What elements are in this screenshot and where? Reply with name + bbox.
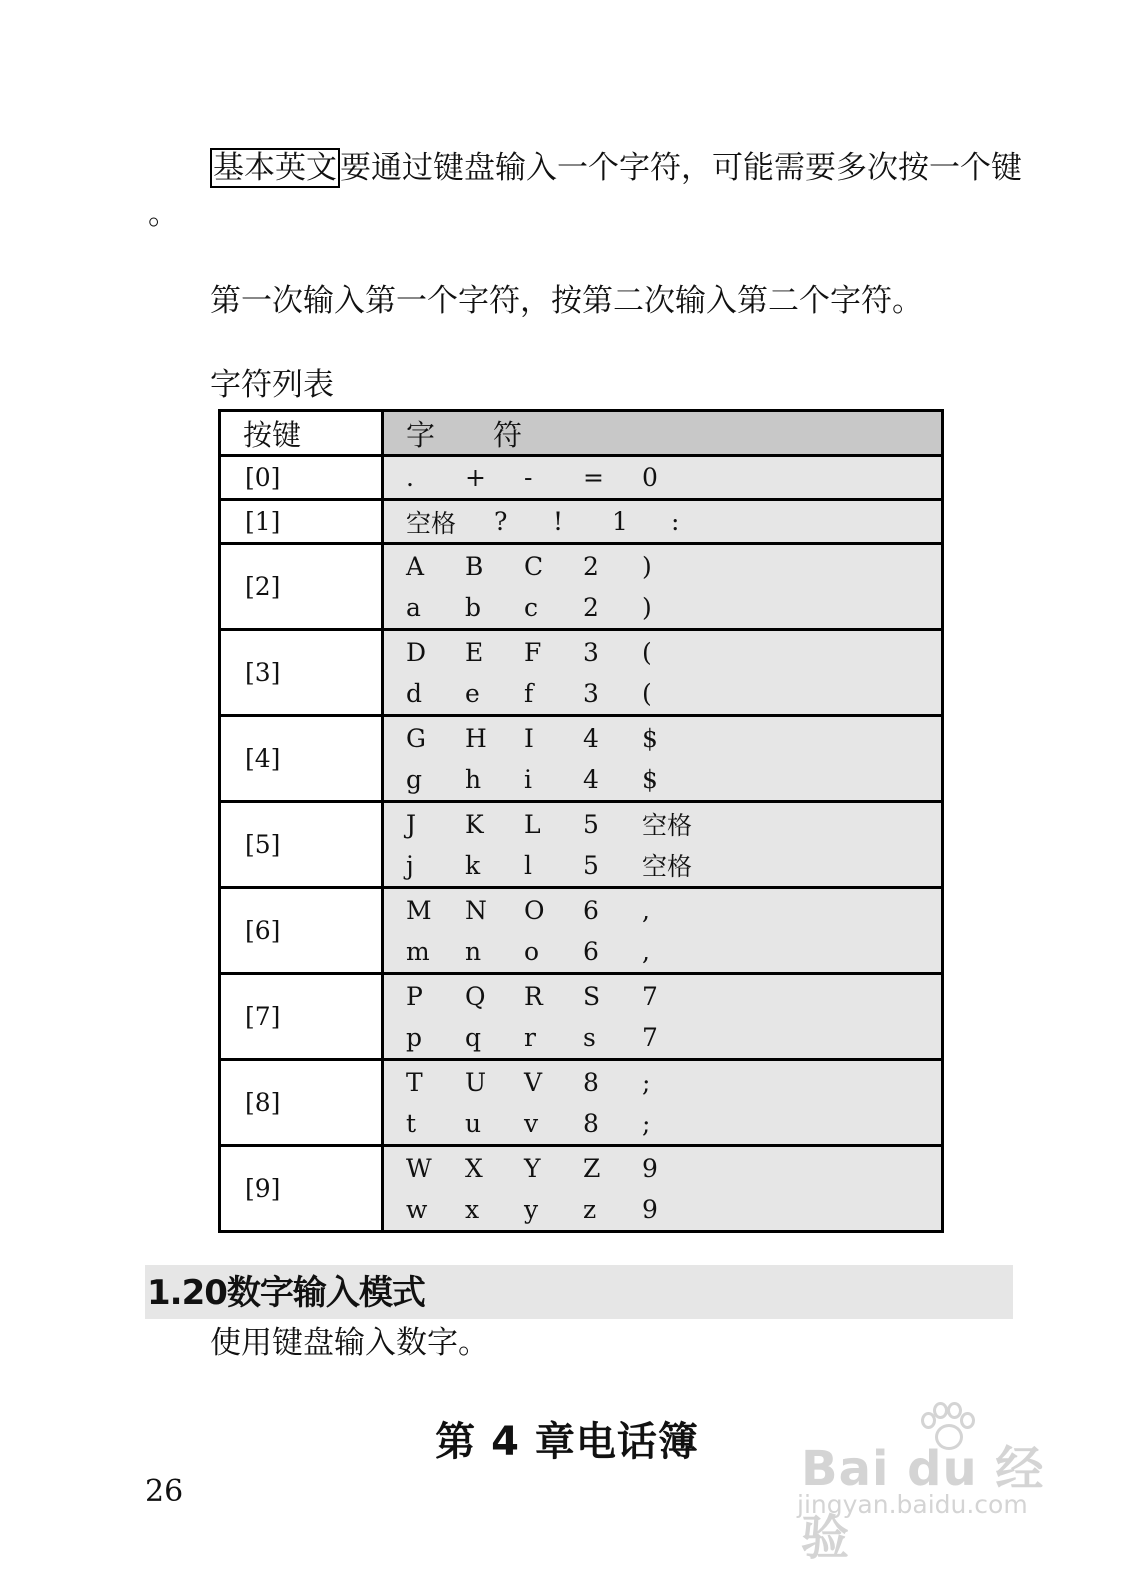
- chars-cell: [383, 716, 943, 802]
- char-item: ,: [642, 936, 650, 966]
- chars-cell: [383, 974, 943, 1060]
- char-item: y: [524, 1194, 539, 1224]
- char-item: $: [642, 764, 658, 794]
- section-text: 使用键盘输入数字。: [210, 1325, 489, 1361]
- char-item: A: [406, 551, 425, 581]
- char-item: ?: [494, 507, 508, 536]
- char-item: M: [406, 895, 432, 925]
- watermark-logo: Bai du 经验: [801, 1441, 1045, 1566]
- character-table: [218, 409, 944, 1233]
- char-line: [406, 457, 941, 498]
- char-item: S: [583, 981, 601, 1011]
- intro-paragraph: [148, 145, 1028, 237]
- char-item: G: [406, 723, 426, 753]
- char-item: q: [465, 1022, 482, 1052]
- char-item: 空格: [642, 852, 693, 881]
- char-item: =: [583, 463, 604, 492]
- table-row: [220, 500, 943, 544]
- key-cell: [6]: [220, 888, 383, 974]
- char-item: 4: [583, 723, 599, 753]
- key-cell: [7]: [220, 974, 383, 1060]
- char-item: 2: [583, 592, 599, 622]
- char-item: i: [524, 764, 532, 794]
- baidu-watermark: [795, 1402, 1065, 1566]
- char-item: n: [465, 936, 482, 966]
- char-line: [406, 632, 941, 673]
- chars-cell: [383, 888, 943, 974]
- char-item: Y: [524, 1153, 541, 1183]
- char-item: R: [524, 981, 543, 1011]
- char-item: m: [406, 936, 430, 966]
- char-line: [406, 931, 941, 972]
- char-line: [406, 1189, 941, 1230]
- char-item: c: [524, 592, 539, 622]
- char-item: r: [524, 1022, 536, 1052]
- boxed-term: 基本英文: [210, 148, 340, 188]
- char-item: u: [465, 1108, 482, 1138]
- char-item: v: [524, 1108, 539, 1138]
- char-item: 3: [583, 678, 599, 708]
- paragraph-input-order: 第一次输入第一个字符，按第二次输入第二个字符。: [210, 283, 923, 319]
- char-item: K: [465, 809, 484, 839]
- char-item: E: [465, 637, 484, 667]
- char-item: 7: [642, 1022, 658, 1052]
- char-item: 1: [612, 507, 628, 536]
- char-item: s: [583, 1022, 596, 1052]
- table-row: [220, 630, 943, 716]
- char-item: J: [406, 809, 417, 839]
- char-item: 9: [642, 1153, 658, 1183]
- char-item: ;: [642, 1067, 651, 1097]
- char-line: [406, 673, 941, 714]
- char-item: !: [553, 507, 564, 536]
- chars-cell: [383, 1146, 943, 1232]
- char-item: 2: [583, 551, 599, 581]
- char-item: ,: [642, 895, 650, 925]
- char-line: [406, 1148, 941, 1189]
- chapter-heading: 第 4 章电话簿: [435, 1419, 699, 1465]
- chars-cell: [383, 1060, 943, 1146]
- char-item: 5: [583, 809, 599, 839]
- char-line: [406, 587, 941, 628]
- table-row: [220, 888, 943, 974]
- char-item: X: [465, 1153, 483, 1183]
- char-item: O: [524, 895, 545, 925]
- char-item: F: [524, 637, 542, 667]
- char-item: k: [465, 850, 481, 880]
- char-line: [406, 546, 941, 587]
- char-item: U: [465, 1067, 487, 1097]
- char-item: 7: [642, 981, 658, 1011]
- char-item: 9: [642, 1194, 658, 1224]
- char-line: [406, 1062, 941, 1103]
- char-item: o: [524, 936, 540, 966]
- page-number: 26: [145, 1474, 184, 1509]
- char-item: b: [465, 592, 482, 622]
- char-item: +: [465, 463, 486, 492]
- table-row: [220, 802, 943, 888]
- char-item: D: [406, 637, 427, 667]
- char-item: 空格: [406, 508, 457, 538]
- char-item: I: [524, 723, 534, 753]
- char-item: t: [406, 1108, 417, 1138]
- table-row: [220, 1060, 943, 1146]
- key-cell: [2]: [220, 544, 383, 630]
- chars-cell: [383, 630, 943, 716]
- char-item: B: [465, 551, 484, 581]
- char-line: [406, 976, 941, 1017]
- char-item: 6: [583, 936, 599, 966]
- char-item: ): [642, 592, 652, 622]
- char-line: [406, 890, 941, 931]
- char-item: (: [642, 637, 652, 667]
- char-item: (: [642, 678, 652, 708]
- header-chars: [383, 411, 943, 456]
- char-line: [406, 501, 941, 542]
- key-cell: [5]: [220, 802, 383, 888]
- char-item: 0: [642, 463, 658, 492]
- char-item: C: [524, 551, 544, 581]
- char-item: ;: [642, 1108, 651, 1138]
- char-line: [406, 804, 941, 845]
- table-row: [220, 544, 943, 630]
- key-cell: [9]: [220, 1146, 383, 1232]
- chars-cell: [383, 802, 943, 888]
- char-item: 8: [583, 1067, 599, 1097]
- char-item: ): [642, 551, 652, 581]
- char-item: f: [524, 678, 534, 708]
- char-line: [406, 1103, 941, 1144]
- char-item: j: [406, 850, 414, 880]
- table-row: [220, 1146, 943, 1232]
- char-line: [406, 845, 941, 886]
- char-item: $: [642, 723, 658, 753]
- chars-cell: [383, 544, 943, 630]
- char-item: p: [406, 1022, 423, 1052]
- char-item: x: [465, 1194, 480, 1224]
- char-item: T: [406, 1067, 423, 1097]
- table-body: [220, 456, 943, 1232]
- char-item: 5: [583, 850, 599, 880]
- table-row: [220, 456, 943, 500]
- char-line: [406, 759, 941, 800]
- char-item: a: [406, 592, 421, 622]
- key-cell: [1]: [220, 500, 383, 544]
- char-item: -: [524, 463, 533, 492]
- char-item: 空格: [642, 811, 693, 840]
- char-item: h: [465, 764, 482, 794]
- key-cell: [4]: [220, 716, 383, 802]
- char-item: 6: [583, 895, 599, 925]
- char-item: Z: [583, 1153, 601, 1183]
- table-caption: 字符列表: [210, 367, 334, 403]
- char-item: w: [406, 1194, 428, 1224]
- key-cell: [3]: [220, 630, 383, 716]
- table-row: [220, 716, 943, 802]
- chars-cell: [383, 500, 943, 544]
- char-item: e: [465, 678, 480, 708]
- char-item: d: [406, 678, 423, 708]
- intro-text: 要通过键盘输入一个字符，可能需要多次按一个键 。: [148, 150, 1022, 232]
- char-item: H: [465, 723, 487, 753]
- char-item: g: [406, 764, 423, 794]
- char-item: .: [406, 463, 414, 492]
- char-item: z: [583, 1194, 597, 1224]
- chars-cell: [383, 456, 943, 500]
- header-chars-b: 符: [493, 417, 523, 452]
- key-cell: [8]: [220, 1060, 383, 1146]
- key-cell: [0]: [220, 456, 383, 500]
- header-key: 按键: [220, 411, 383, 456]
- char-item: 8: [583, 1108, 599, 1138]
- char-item: N: [465, 895, 487, 925]
- char-item: P: [406, 981, 423, 1011]
- char-item: 4: [583, 764, 599, 794]
- header-chars-a: 字: [406, 417, 436, 452]
- char-item: 3: [583, 637, 599, 667]
- char-item: :: [671, 507, 680, 536]
- char-item: Q: [465, 981, 486, 1011]
- table-header-row: [220, 411, 943, 456]
- char-line: [406, 1017, 941, 1058]
- char-item: L: [524, 809, 541, 839]
- section-heading: 1.20数字输入模式: [147, 1273, 425, 1313]
- char-item: V: [524, 1067, 543, 1097]
- watermark-url: jingyan.baidu.com: [797, 1490, 1028, 1519]
- section-heading-bar: [145, 1265, 1013, 1319]
- char-item: W: [406, 1153, 432, 1183]
- char-item: l: [524, 850, 532, 880]
- table-row: [220, 974, 943, 1060]
- char-line: [406, 718, 941, 759]
